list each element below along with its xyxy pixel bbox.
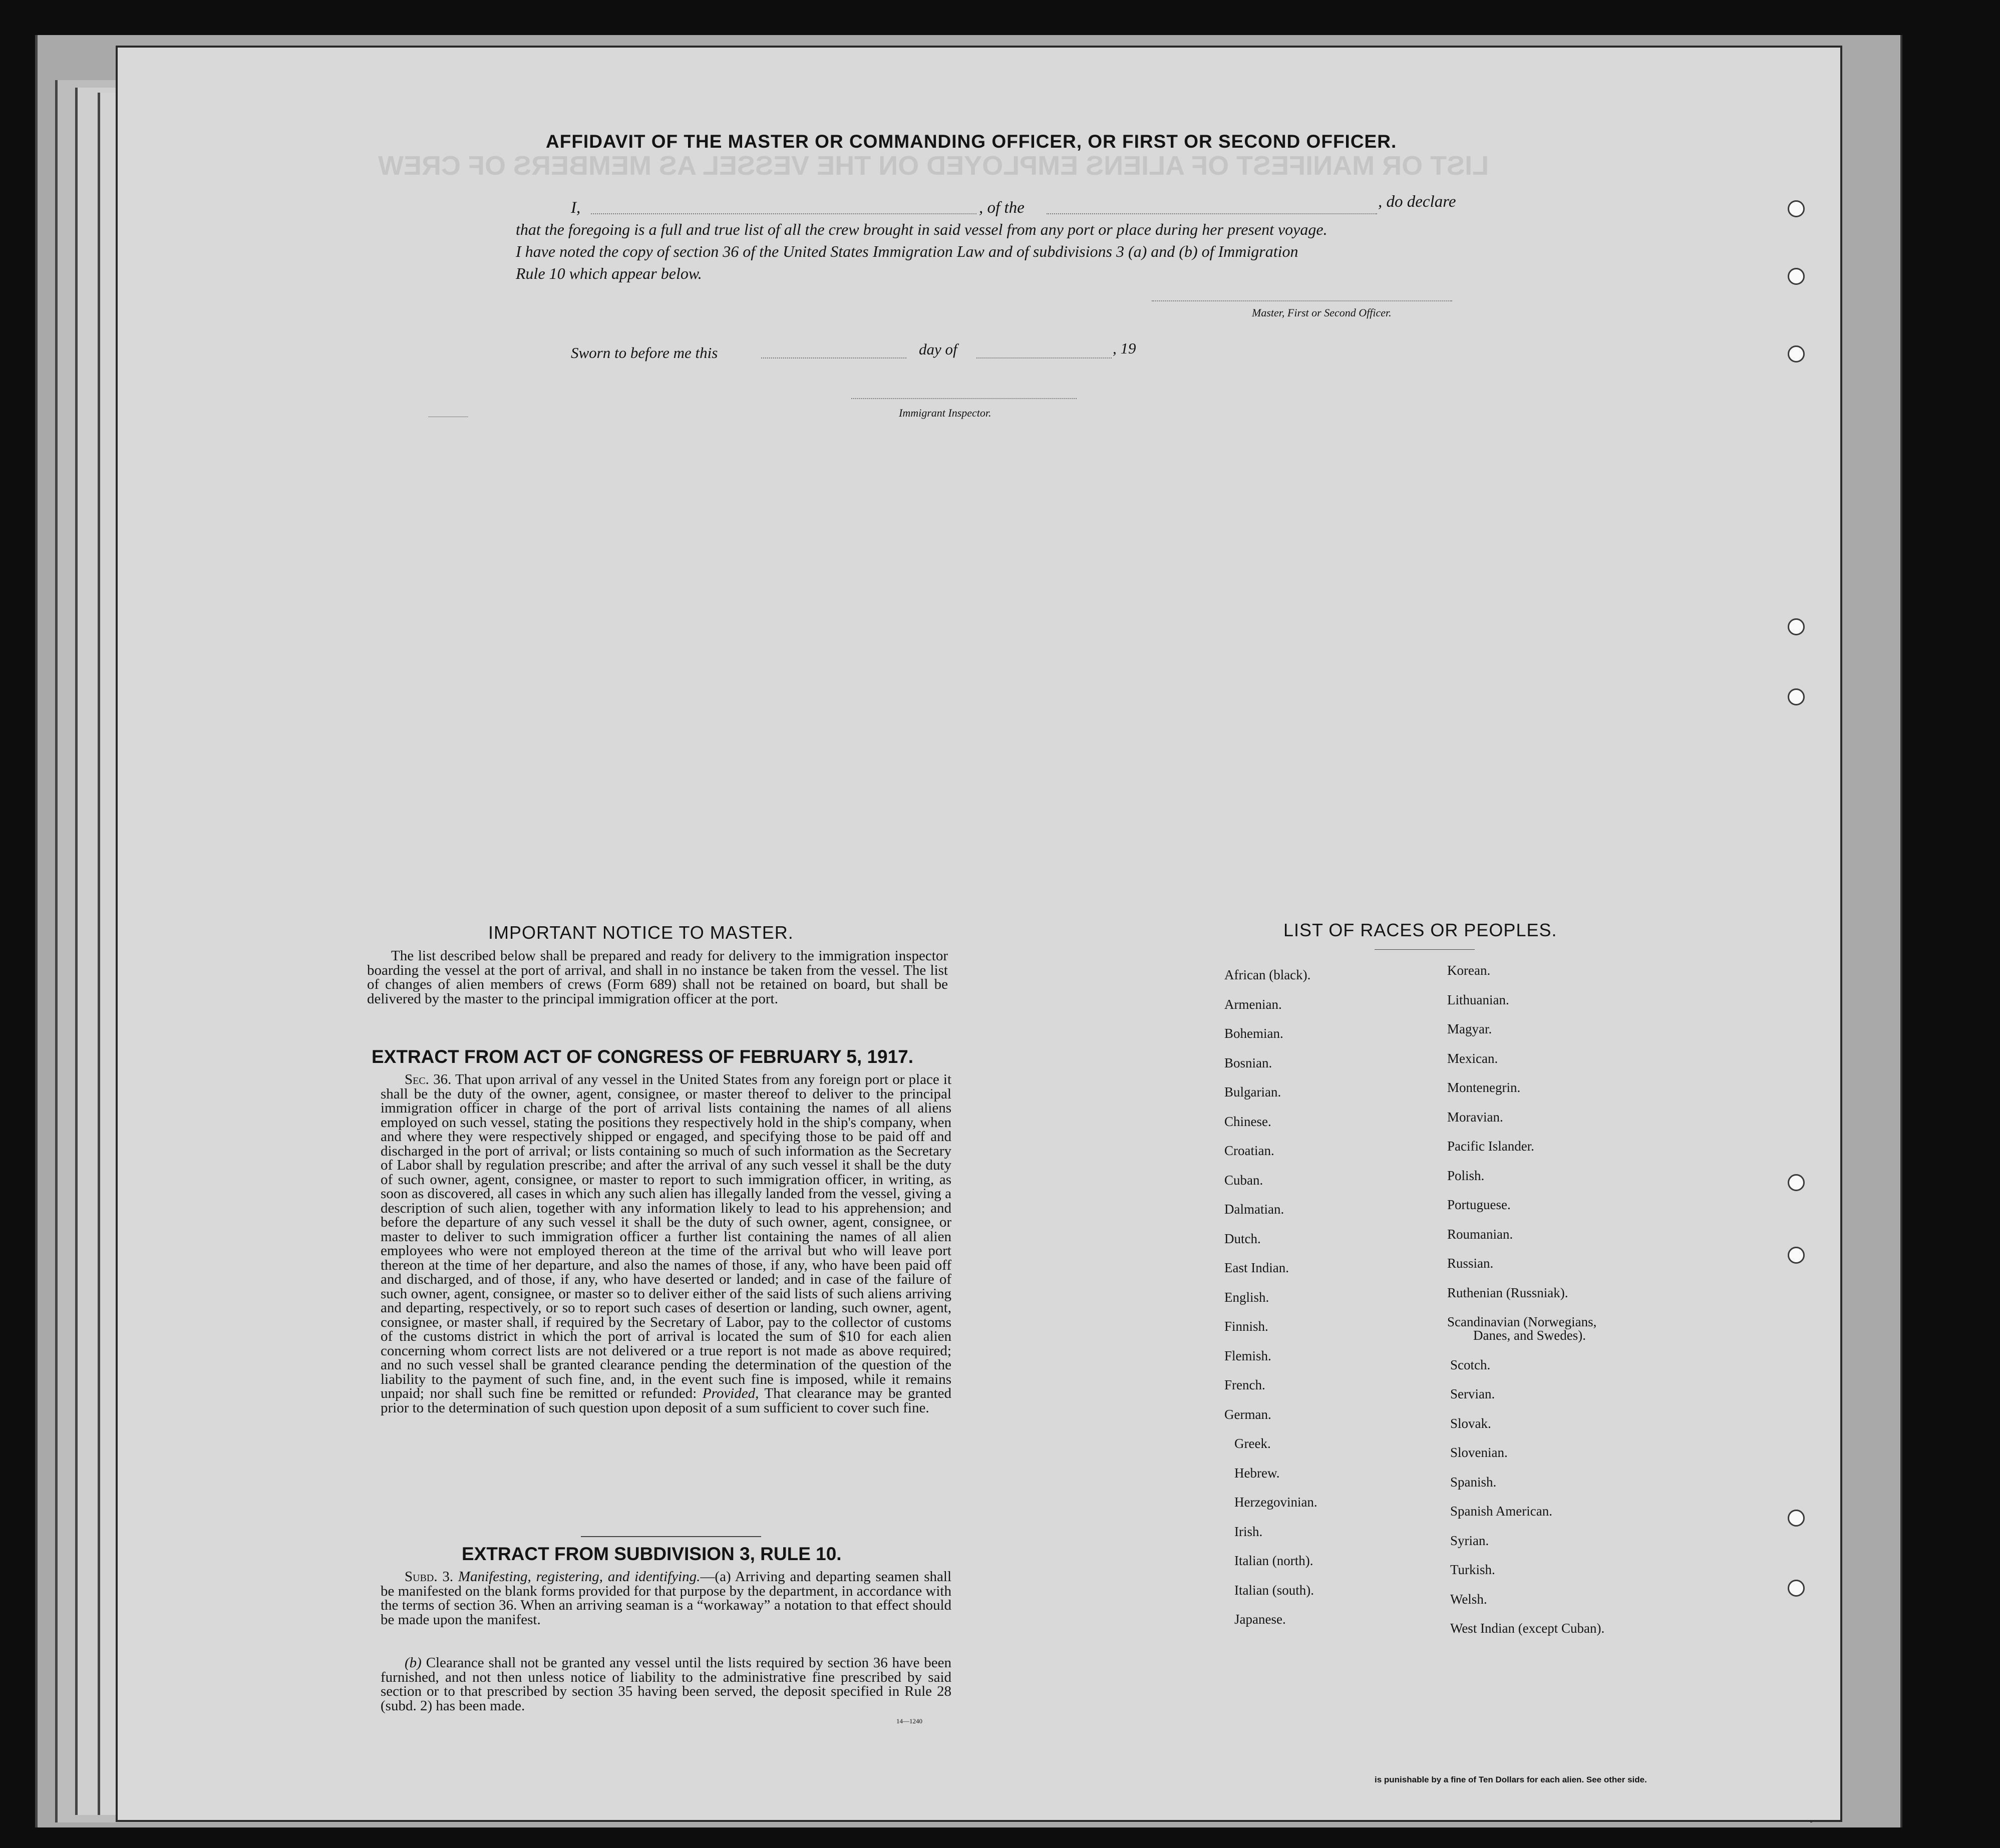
race-item: Moravian. xyxy=(1447,1109,1503,1125)
race-item: Slovak. xyxy=(1450,1415,1491,1431)
race-item: Japanese. xyxy=(1234,1612,1286,1627)
race-item: Mexican. xyxy=(1447,1050,1498,1066)
races-heading: LIST OF RACES OR PEOPLES. xyxy=(1283,920,1557,940)
race-item: Polish. xyxy=(1447,1168,1485,1183)
race-item: Turkish. xyxy=(1450,1562,1495,1577)
affidavit-of-the-label: , of the xyxy=(979,199,1025,217)
act-heading: EXTRACT FROM ACT OF CONGRESS OF FEBRUARY 5, 1917. xyxy=(372,1046,914,1067)
sworn-label: Sworn to before me this xyxy=(571,344,718,361)
rule-part-a: —(a) Arriving and departing seamen shall be manifested on the blank forms provided for that purpose by the department, in accordance with the terms of section 36. When an arriving seaman is a “workaway” a notation to that effect should be made upon the manifest. xyxy=(381,1569,952,1628)
section-divider xyxy=(581,1536,761,1537)
race-item: Bosnian. xyxy=(1224,1055,1272,1070)
act-proviso-text: That clearance may be granted prior to the determination of such question upon deposit of a sum sufficient to cover such fine. xyxy=(381,1385,951,1416)
race-item: Bulgarian. xyxy=(1224,1084,1281,1099)
vessel-name-field[interactable] xyxy=(1047,213,1377,214)
bleed-through-heading: LIST OR MANIFEST OF ALIENS EMPLOYED ON THE VESSEL AS MEMBERS OF CREW xyxy=(378,151,1489,181)
race-item: Armenian. xyxy=(1224,996,1282,1012)
races-underline xyxy=(1375,949,1475,950)
master-signature-label: Master, First or Second Officer. xyxy=(1252,306,1392,319)
race-item: Dalmatian. xyxy=(1224,1202,1284,1217)
race-item: Hebrew. xyxy=(1234,1465,1280,1481)
race-item: Italian (south). xyxy=(1234,1582,1314,1598)
race-item: French. xyxy=(1224,1377,1265,1392)
rule-heading: EXTRACT FROM SUBDIVISION 3, RULE 10. xyxy=(462,1544,842,1564)
punch-hole xyxy=(1788,200,1805,217)
race-item: Roumanian. xyxy=(1447,1226,1513,1242)
race-item: English. xyxy=(1224,1289,1269,1305)
footer-note: is punishable by a fine of Ten Dollars for each alien. See other side. xyxy=(1375,1775,1647,1784)
rule-part-b: Clearance shall not be granted any vessel until the lists required by section 36 have been furnished, and not then unless notice of liability to the administrative fine prescribed by said section or to that prescribed by section 35 having been served, the deposit specified in Rule 28 (subd. 2) has been made. xyxy=(381,1655,952,1714)
race-item: Portuguese. xyxy=(1447,1197,1511,1212)
punch-hole xyxy=(1788,1580,1805,1597)
race-item: Chinese. xyxy=(1224,1114,1271,1129)
race-item: Flemish. xyxy=(1224,1348,1271,1363)
race-item: African (black). xyxy=(1224,967,1311,982)
document-sheet xyxy=(118,48,1840,1820)
rule-subd-title: Manifesting, registering, and identifying. xyxy=(458,1569,701,1585)
form-number: 14—1240 xyxy=(896,1717,922,1725)
race-item: Welsh. xyxy=(1450,1591,1487,1607)
punch-hole xyxy=(1788,1247,1805,1264)
race-item: West Indian (except Cuban). xyxy=(1450,1621,1605,1636)
race-item: Spanish. xyxy=(1450,1474,1497,1490)
race-item: Dutch. xyxy=(1224,1231,1261,1246)
rule-subd-label: Subd. 3. xyxy=(405,1569,454,1585)
affidavit-i-label: I, xyxy=(571,199,581,217)
race-item: Cuban. xyxy=(1224,1172,1263,1188)
race-item: Slovenian. xyxy=(1450,1445,1508,1460)
act-body: That upon arrival of any vessel in the United States from any foreign port or place it shall be the duty of the owner, agent, consignee, or master thereof to deliver to the principal immigration officer in charge of the port of arrival lists containing the names of all aliens employed on such vessel, stating the positions they respectively hold in the ship's company, when and where they were respectively shipped or engaged, and specifying those to be paid off and discharged in the port of arrival; or lists containing so much of such information as the Secretary of Labor shall by regulation prescribe; and after the arrival of any such vessel it shall be the duty of such owner, agent, consignee, or master to report to such immigration officer, in writing, as soon as discovered, all cases in which any such alien has illegally landed from the vessel, giving a description of such alien, together with any information likely to lead to his apprehension; and before the departure of any such vessel it shall be the duty of such owner, agent, consignee, or master to deliver to such immigration officer a further list containing the names of all alien employees who were not employed thereon at the time of the arrival but who will leave port thereon at the time of her departure, and also the names of those, if any, who have been paid off and discharged, and of those, if any, who have deserted or landed; and in case of the failure of such owner, agent, consignee, or master so to deliver either of the said lists of such aliens arriving and departing, respectively, or so to report such cases of desertion or landing, such owner, agent, consignee, or master shall, if required by the Secretary of Labor, pay to the collector of customs of the customs district in which the port of arrival is located the sum of $10 for each alien concerning whom correct lists are not delivered or a true report is not made as above required; and no such vessel shall be granted clearance pending the determination of the question of the liability to the payment of such fine, and, in the event such fine is imposed, while it remains unpaid; nor shall such fine be remitted or refunded: xyxy=(381,1071,952,1401)
act-text xyxy=(381,1072,951,1415)
punch-hole xyxy=(1788,268,1805,285)
race-item: Irish. xyxy=(1234,1524,1263,1539)
race-item: Spanish American. xyxy=(1450,1504,1552,1519)
punch-hole xyxy=(1788,345,1805,362)
race-item: German. xyxy=(1224,1406,1271,1422)
inspector-signature-field[interactable] xyxy=(851,398,1077,399)
race-item: Italian (north). xyxy=(1234,1553,1313,1568)
race-item: Scotch. xyxy=(1450,1357,1491,1372)
rule-part-b-label: (b) xyxy=(405,1655,422,1671)
race-item: Scandinavian (Norwegians, xyxy=(1447,1314,1597,1329)
race-item: Lithuanian. xyxy=(1447,992,1509,1007)
punch-hole xyxy=(1788,1174,1805,1191)
race-item: Russian. xyxy=(1447,1256,1494,1271)
affidavit-line-3: I have noted the copy of section 36 of the United States Immigration Law and of subdivisions 3 (a) and (b) of Immigration xyxy=(516,242,1298,260)
race-item: Herzegovinian. xyxy=(1234,1495,1317,1510)
punch-hole xyxy=(1788,618,1805,635)
rule-text-b xyxy=(381,1656,951,1713)
race-item: Ruthenian (Russniak). xyxy=(1447,1285,1568,1300)
race-item: Montenegrin. xyxy=(1447,1080,1521,1095)
affidavit-title: AFFIDAVIT OF THE MASTER OR COMMANDING OFFICER, OR FIRST OR SECOND OFFICER. xyxy=(546,131,1397,152)
act-proviso-label: Provided, xyxy=(702,1385,759,1401)
race-item: Korean. xyxy=(1447,963,1491,978)
race-item: East Indian. xyxy=(1224,1260,1289,1275)
notice-heading: IMPORTANT NOTICE TO MASTER. xyxy=(488,922,794,943)
race-item: Syrian. xyxy=(1450,1533,1489,1548)
punch-hole xyxy=(1788,1510,1805,1527)
race-item: Servian. xyxy=(1450,1386,1495,1401)
punch-hole xyxy=(1788,688,1805,705)
race-item: Bohemian. xyxy=(1224,1026,1283,1041)
race-item: Greek. xyxy=(1234,1436,1271,1451)
sworn-day-field[interactable] xyxy=(761,357,906,358)
affidavit-line-2: that the foregoing is a full and true list of all the crew brought in said vessel from any port or place during her present voyage. xyxy=(516,220,1327,238)
inspector-label: Immigrant Inspector. xyxy=(899,407,991,419)
race-item: Croatian. xyxy=(1224,1143,1274,1158)
affidavit-declare-label: , do declare xyxy=(1378,193,1456,211)
race-item: Pacific Islander. xyxy=(1447,1139,1534,1154)
race-item: Danes, and Swedes). xyxy=(1473,1328,1586,1343)
notice-text: The list described below shall be prepared and ready for delivery to the immigration inspector boarding the vessel at the port of arrival, and shall in no instance be taken from the vessel. The list of changes of alien members of crews (Form 689) shall not be retained on board, but shall be delivered by the master to the principal immigration officer at the port. xyxy=(367,948,948,1007)
master-signature-field[interactable] xyxy=(1152,300,1452,301)
act-section-label: Sec. 36. xyxy=(405,1071,452,1087)
year-label: , 19 xyxy=(1113,339,1136,357)
race-item: Magyar. xyxy=(1447,1021,1492,1036)
rule-text-a xyxy=(381,1570,951,1627)
sworn-month-field[interactable] xyxy=(976,357,1112,358)
affidavit-line-4: Rule 10 which appear below. xyxy=(516,264,702,282)
master-name-field[interactable] xyxy=(591,213,976,214)
day-of-label: day of xyxy=(919,340,957,358)
race-item: Finnish. xyxy=(1224,1319,1268,1334)
